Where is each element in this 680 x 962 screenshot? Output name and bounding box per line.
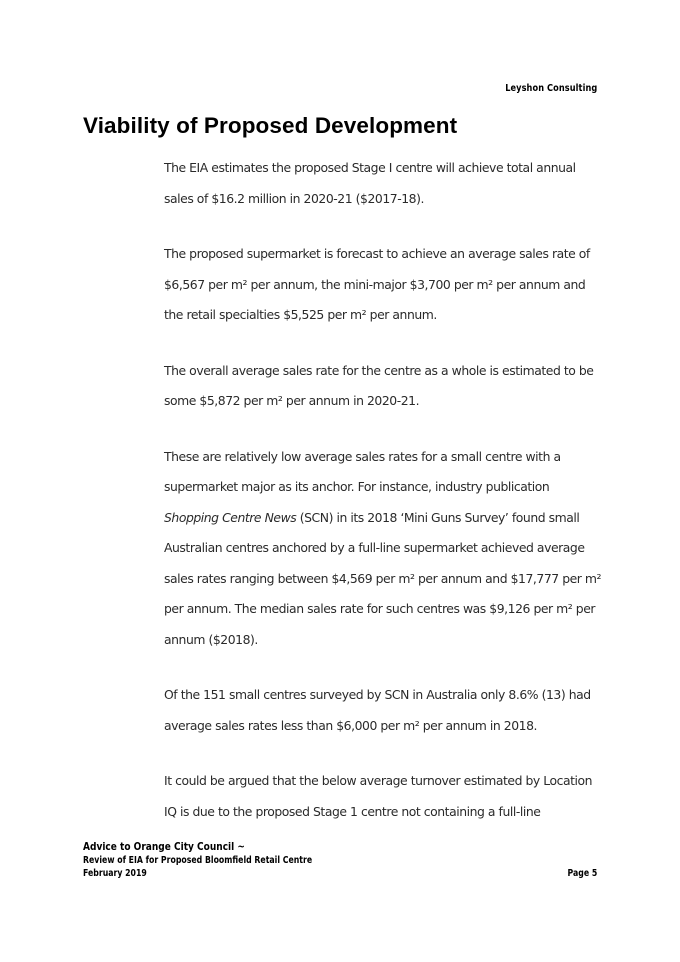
paragraph-6: It could be argued that the below average turnover estimated by Location IQ is due to the proposed Stage 1 centre not containing a full-line bbox=[164, 773, 593, 819]
page-number: Page 5 bbox=[567, 868, 597, 879]
paragraph-2: The proposed supermarket is forecast to achieve an average sales rate of $6,567 per m² per annum, the mini-major $3,700 per m² per annum and the retail specialties $5,525 per m² per annum. bbox=[164, 246, 590, 322]
header-company: Leyshon Consulting bbox=[504, 83, 597, 94]
paragraph-1: The EIA estimates the proposed Stage I centre will achieve total annual sales of $16.2 million in 2020-21 ($2017-18). bbox=[164, 160, 576, 206]
footer-line-1: Advice to Orange City Council ~ bbox=[83, 840, 245, 853]
footer-line-3: February 2019 bbox=[83, 868, 147, 879]
publication-name: Shopping Centre News bbox=[164, 509, 297, 525]
paragraph-4-before: These are relatively low average sales rates for a small centre with a supermarket major as its anchor. For instance, industry publication bbox=[164, 448, 561, 494]
paragraph-3: The overall average sales rate for the centre as a whole is estimated to be some $5,872 per m² per annum in 2020-21. bbox=[164, 362, 594, 408]
paragraph-4-after: (SCN) in its 2018 ‘Mini Guns Survey’ found small Australian centres anchored by a full-line supermarket achieved average sales rates ranging between $4,569 per m² per annum and $17,777 per m² per annum. The median sales rate for such centres was $9,126 per m² per annum ($2018). bbox=[164, 509, 602, 647]
page-title: Viability of Proposed Development bbox=[83, 113, 458, 138]
paragraph-4 bbox=[164, 442, 604, 656]
footer-info bbox=[83, 840, 312, 881]
footer-line-2: Review of EIA for Proposed Bloomfield Retail Centre bbox=[83, 854, 313, 866]
body-text bbox=[164, 153, 604, 852]
paragraph-5: Of the 151 small centres surveyed by SCN in Australia only 8.6% (13) had average sales rates less than $6,000 per m² per annum in 2018. bbox=[164, 687, 591, 733]
